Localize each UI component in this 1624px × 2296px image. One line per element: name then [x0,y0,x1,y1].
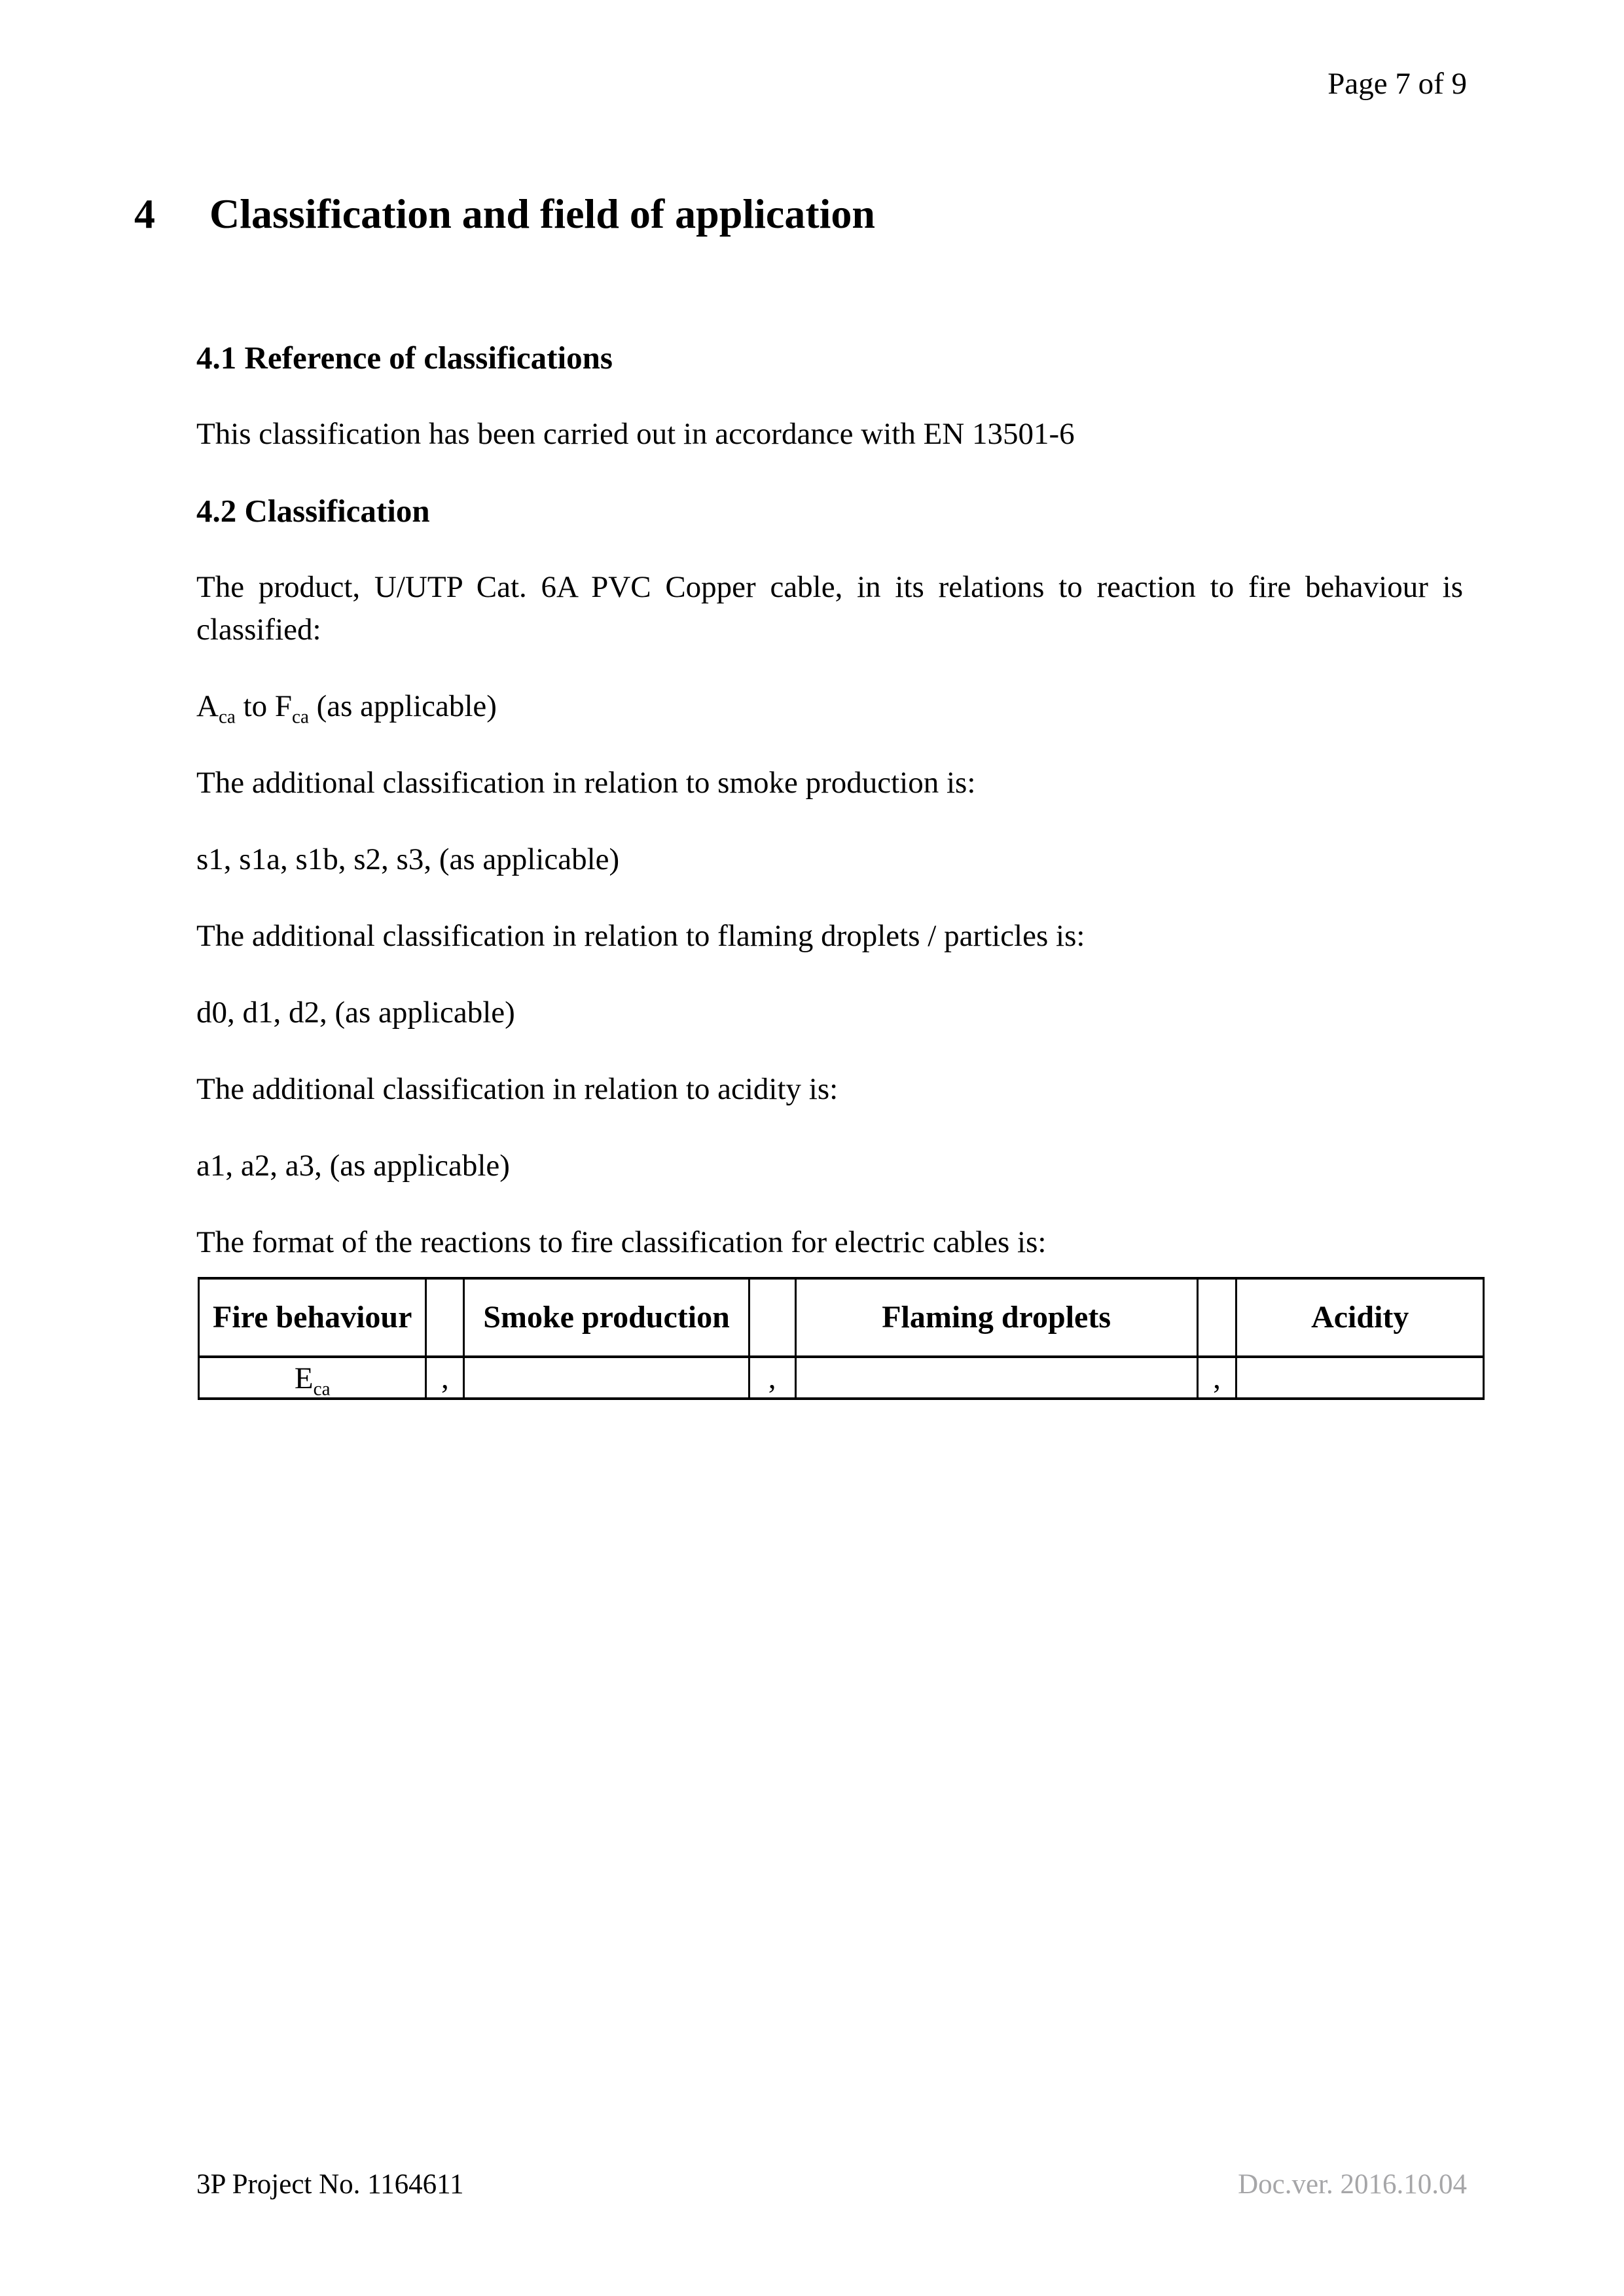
table-cell-fire-class [199,1357,426,1399]
table-header-fire-behaviour: Fire behaviour [199,1278,426,1357]
classification-intro-paragraph: The product, U/UTP Cat. 6A PVC Copper cable, in its relations to reaction to fire behaviour is classified: [196,570,1463,647]
table-header-separator-2 [749,1278,795,1357]
table-cell-comma-3: , [1197,1357,1236,1399]
fire-class-value: E [294,1361,314,1395]
droplets-values-line: d0, d1, d2, (as applicable) [196,996,515,1030]
table-cell-comma-1: , [426,1357,464,1399]
table-header-smoke-production: Smoke production [464,1278,749,1357]
acidity-label-line: The additional classification in relation to acidity is: [196,1072,839,1106]
table-cell-acidity-value [1236,1357,1484,1399]
fire-class-range-line [196,685,1463,728]
table-header-separator-3 [1197,1278,1236,1357]
doc-version: Doc.ver. 2016.10.04 [1238,2169,1467,2200]
format-label-line: The format of the reactions to fire classification for electric cables is: [196,1225,1047,1259]
table-header-flaming-droplets: Flaming droplets [795,1278,1197,1357]
subsection-title-42: 4.2 Classification [196,493,430,529]
table-header-acidity: Acidity [1236,1278,1484,1357]
fire-class-a-subscript: ca [218,706,236,728]
table-cell-flaming-value [795,1357,1197,1399]
fire-class-rest: (as applicable) [308,689,497,723]
section-title: Classification and field of application [209,190,875,237]
fire-class-a: A [196,689,219,723]
fire-class-f-subscript: ca [292,706,309,728]
table-header-separator-1 [426,1278,464,1357]
droplets-label-line: The additional classification in relation to flaming droplets / particles is: [196,919,1085,953]
project-number: 3P Project No. 1164611 [196,2169,464,2200]
classification-table [198,1277,1485,1400]
page-footer [196,2168,1467,2202]
table-data-row [199,1357,1484,1399]
classification-table-wrapper [196,1277,1463,1400]
acidity-values-line: a1, a2, a3, (as applicable) [196,1149,510,1183]
reference-paragraph: This classification has been carried out in accordance with EN 13501-6 [196,417,1075,451]
table-header-row [199,1278,1484,1357]
table-cell-smoke-value [464,1357,749,1399]
fire-class-value-subscript: ca [313,1378,331,1400]
page-header [1327,65,1467,103]
section-number: 4 [134,190,155,237]
page-content [0,190,1624,1400]
subsection-title-41: 4.1 Reference of classifications [196,340,613,376]
page-number: Page 7 of 9 [1327,67,1467,101]
table-cell-comma-2: , [749,1357,795,1399]
smoke-label-line: The additional classification in relation to smoke production is: [196,766,976,800]
section-heading [134,190,1463,238]
fire-class-to: to F [235,689,293,723]
smoke-values-line: s1, s1a, s1b, s2, s3, (as applicable) [196,842,620,876]
